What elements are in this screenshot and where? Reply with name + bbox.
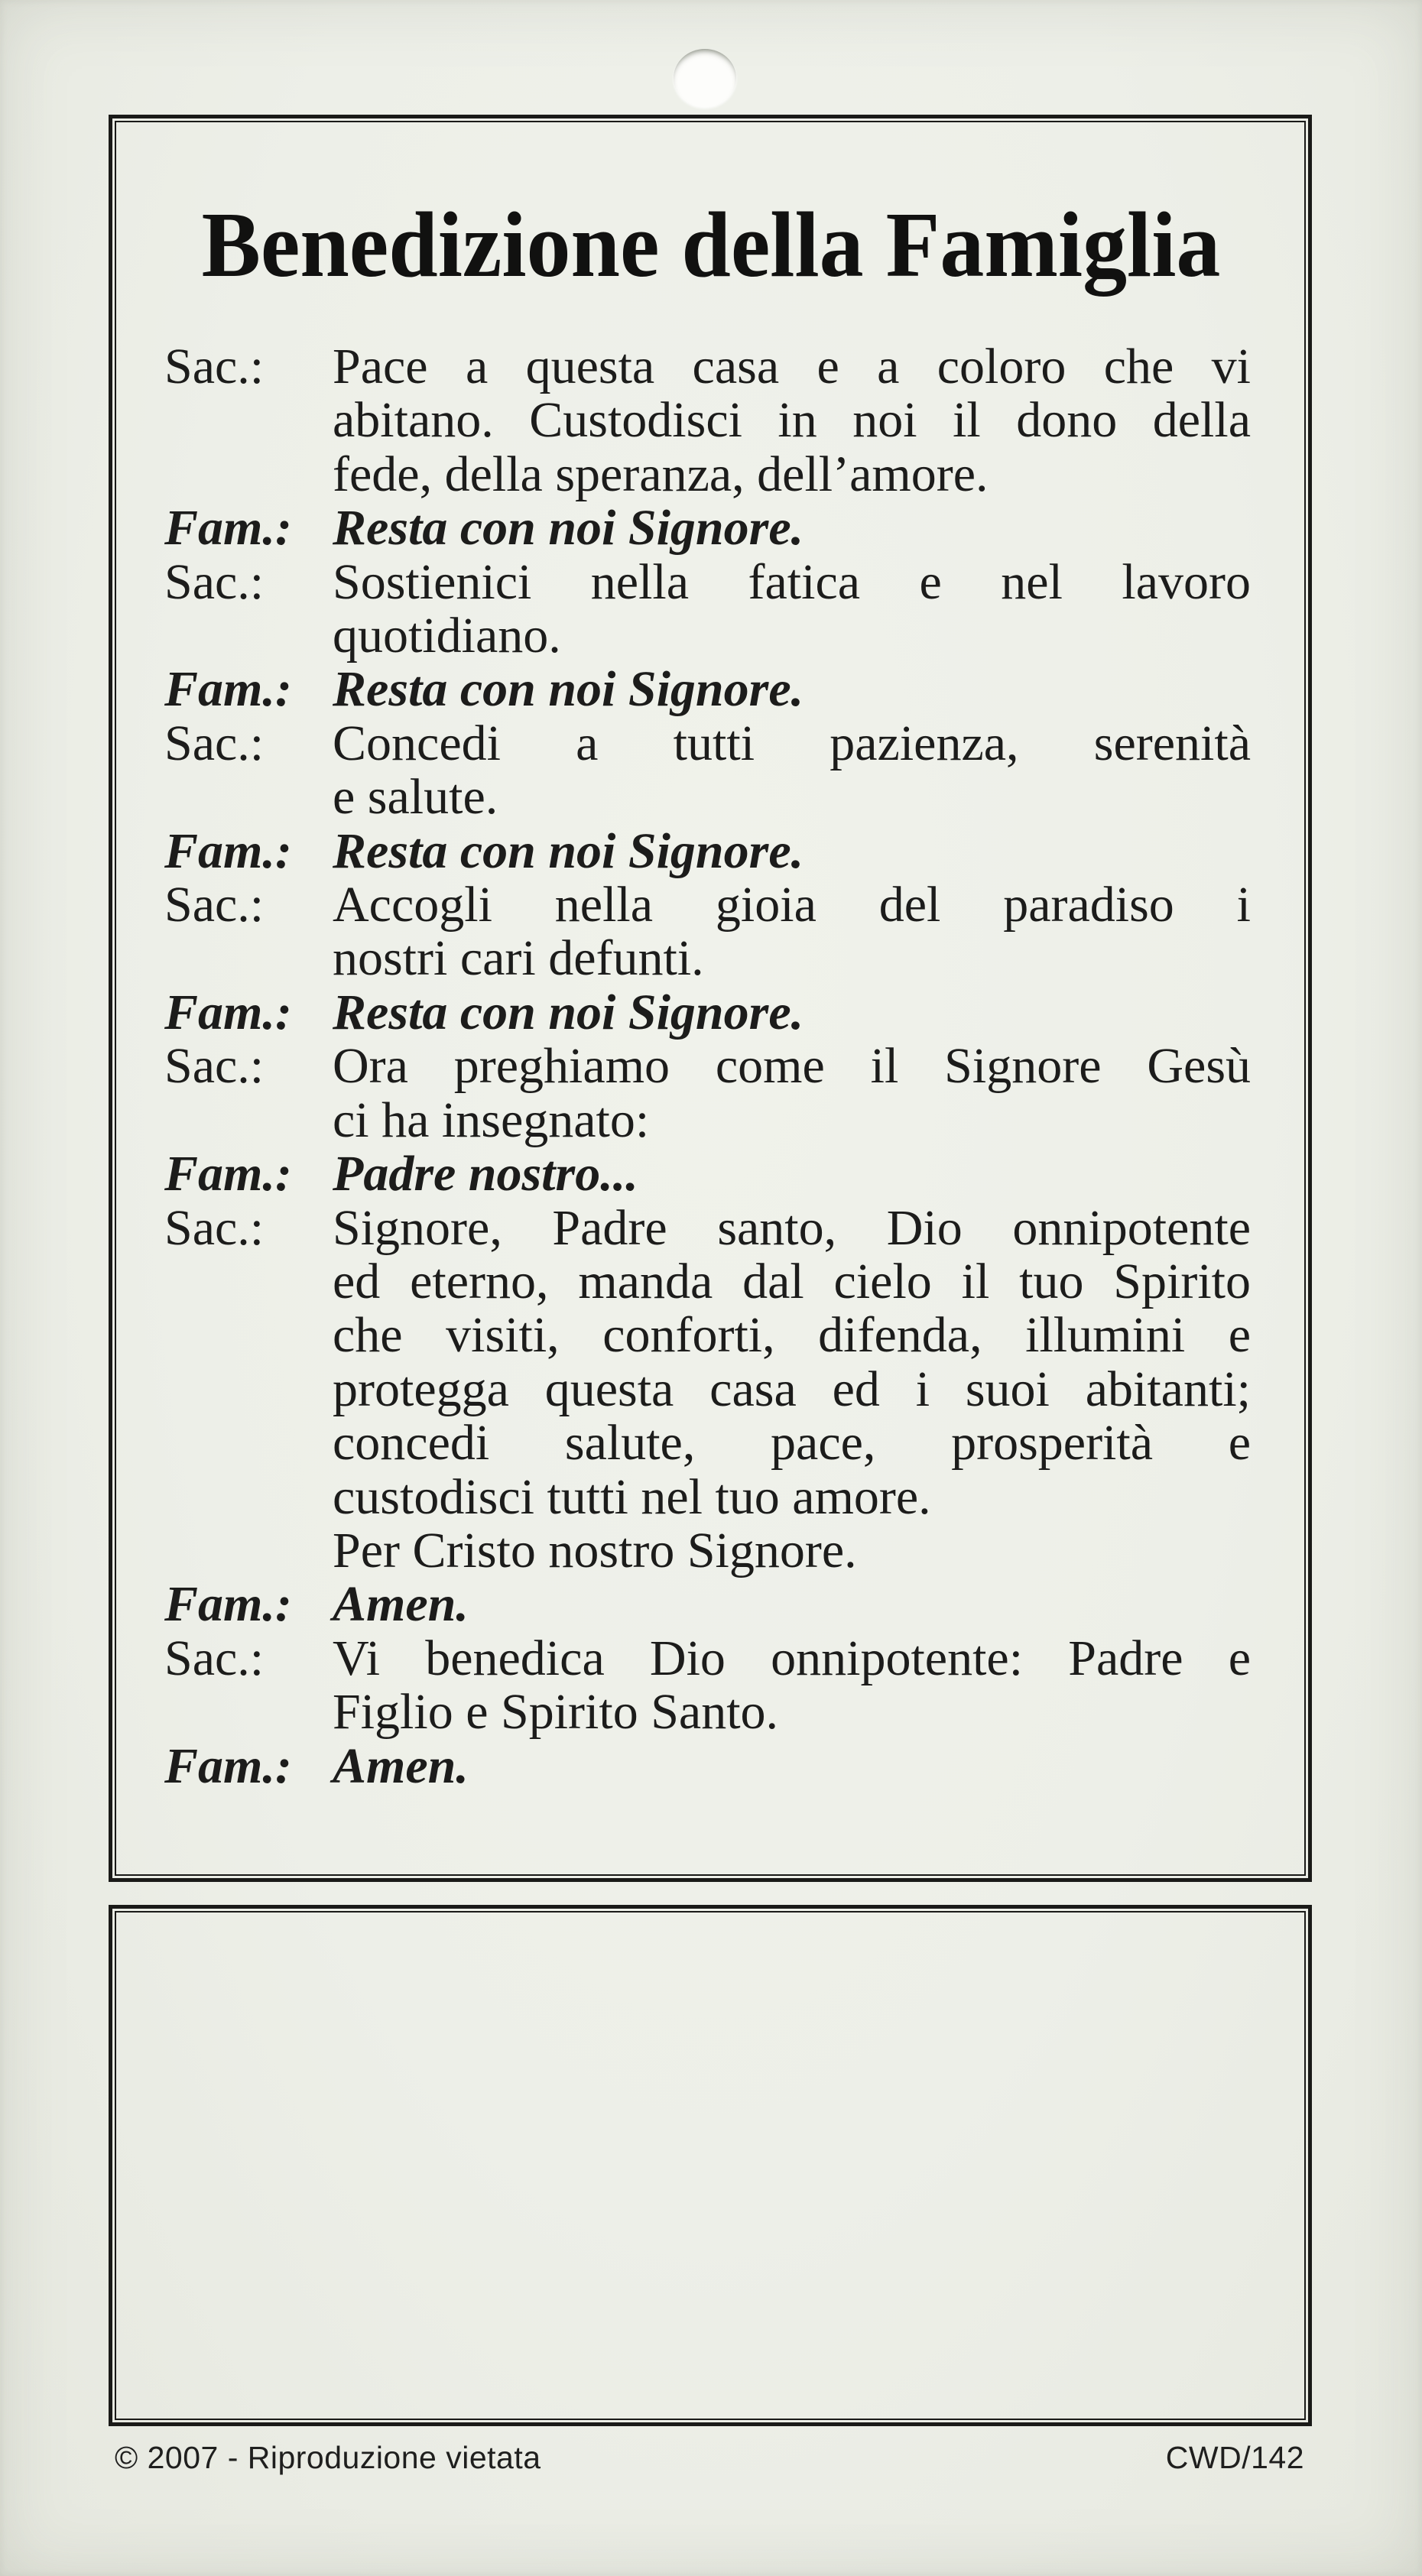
dialogue-entry	[164, 501, 1251, 555]
dialogue-entry	[164, 1578, 1251, 1631]
dialogue-entry	[164, 340, 1251, 501]
dialogue-line: e salute.	[333, 769, 498, 826]
dialogue-line: Resta con noi Signore.	[333, 984, 804, 1040]
speaker-label: Sac.:	[164, 553, 265, 610]
empty-dedication-box-inner-rule	[115, 1911, 1306, 2420]
dialogue-entry	[164, 1199, 1251, 1578]
dialogue-line: Per Cristo nostro Signore.	[333, 1522, 857, 1578]
dialogue-line: Concedi a tutti pazienza, serenità	[333, 715, 1251, 771]
dialogue-entry	[164, 986, 1251, 1040]
dialogue-line: nostri cari defunti.	[333, 930, 704, 987]
dialogue-entry	[164, 1040, 1251, 1147]
speaker-label: Sac.:	[164, 877, 265, 933]
dialogue-line: protegga questa casa ed i suoi abitanti;	[333, 1361, 1251, 1417]
dialogue-line: ed eterno, manda dal cielo il tuo Spirito	[333, 1253, 1251, 1309]
speaker-label: Fam.:	[164, 1146, 292, 1202]
speaker-label: Sac.:	[164, 339, 265, 394]
speaker-label: Sac.:	[164, 715, 265, 771]
dialogue-line: concedi salute, pace, prosperità e	[333, 1415, 1251, 1471]
dialogue-line: Figlio e Spirito Santo.	[333, 1684, 779, 1741]
dialogue-line: che visiti, conforti, difenda, illumini e	[333, 1307, 1251, 1364]
dialogue-line: Padre nostro...	[333, 1146, 638, 1202]
dialogue-line: Amen.	[333, 1737, 469, 1794]
speaker-label: Fam.:	[164, 500, 292, 556]
dialogue-line: Sostienici nella fatica e nel lavoro	[333, 553, 1251, 610]
dialogue-entry	[164, 663, 1251, 716]
speaker-label: Sac.:	[164, 1038, 265, 1095]
copyright-text: © 2007 - Riproduzione vietata	[115, 2440, 541, 2475]
dialogue-entry	[164, 878, 1251, 986]
speaker-label: Fam.:	[164, 822, 292, 879]
dialogue-line: quotidiano.	[333, 608, 561, 664]
speaker-label: Sac.:	[164, 1630, 265, 1686]
dialogue-line: Resta con noi Signore.	[333, 500, 804, 556]
card-title: Benedizione della Famiglia	[201, 193, 1221, 297]
empty-dedication-box	[109, 1905, 1312, 2426]
footer	[115, 2440, 1304, 2475]
dialogue	[164, 340, 1251, 1793]
dialogue-entry	[164, 1737, 1251, 1794]
dialogue-line: Signore, Padre santo, Dio onnipotente	[333, 1199, 1251, 1256]
dialogue-line: Ora preghiamo come il Signore Gesù	[333, 1038, 1251, 1095]
speaker-label: Fam.:	[164, 1576, 292, 1633]
dialogue-line: abitano. Custodisci in noi il dono della	[333, 392, 1251, 449]
dialogue-line: Amen.	[333, 1576, 469, 1633]
punch-hole	[674, 49, 736, 107]
speaker-label: Sac.:	[164, 1199, 265, 1256]
dialogue-line: Resta con noi Signore.	[333, 822, 804, 879]
speaker-label: Fam.:	[164, 984, 292, 1040]
dialogue-line: Resta con noi Signore.	[333, 661, 804, 718]
speaker-label: Fam.:	[164, 661, 292, 718]
dialogue-entry	[164, 1632, 1251, 1740]
speaker-label: Fam.:	[164, 1737, 292, 1794]
dialogue-line: Pace a questa casa e a coloro che vi	[333, 339, 1251, 394]
dialogue-entry	[164, 822, 1251, 879]
dialogue-line: fede, della speranza, dell’amore.	[333, 446, 989, 502]
dialogue-line: Accogli nella gioia del paradiso i	[333, 877, 1251, 933]
dialogue-entry	[164, 717, 1251, 825]
dialogue-line: ci ha insegnato:	[333, 1092, 650, 1148]
dialogue-entry	[164, 553, 1251, 664]
dialogue-line: custodisci tutti nel tuo amore.	[333, 1468, 931, 1525]
dialogue-entry	[164, 1147, 1251, 1201]
dialogue-line: Vi benedica Dio onnipotente: Padre e	[333, 1630, 1251, 1686]
catalog-code: CWD/142	[1165, 2440, 1304, 2475]
